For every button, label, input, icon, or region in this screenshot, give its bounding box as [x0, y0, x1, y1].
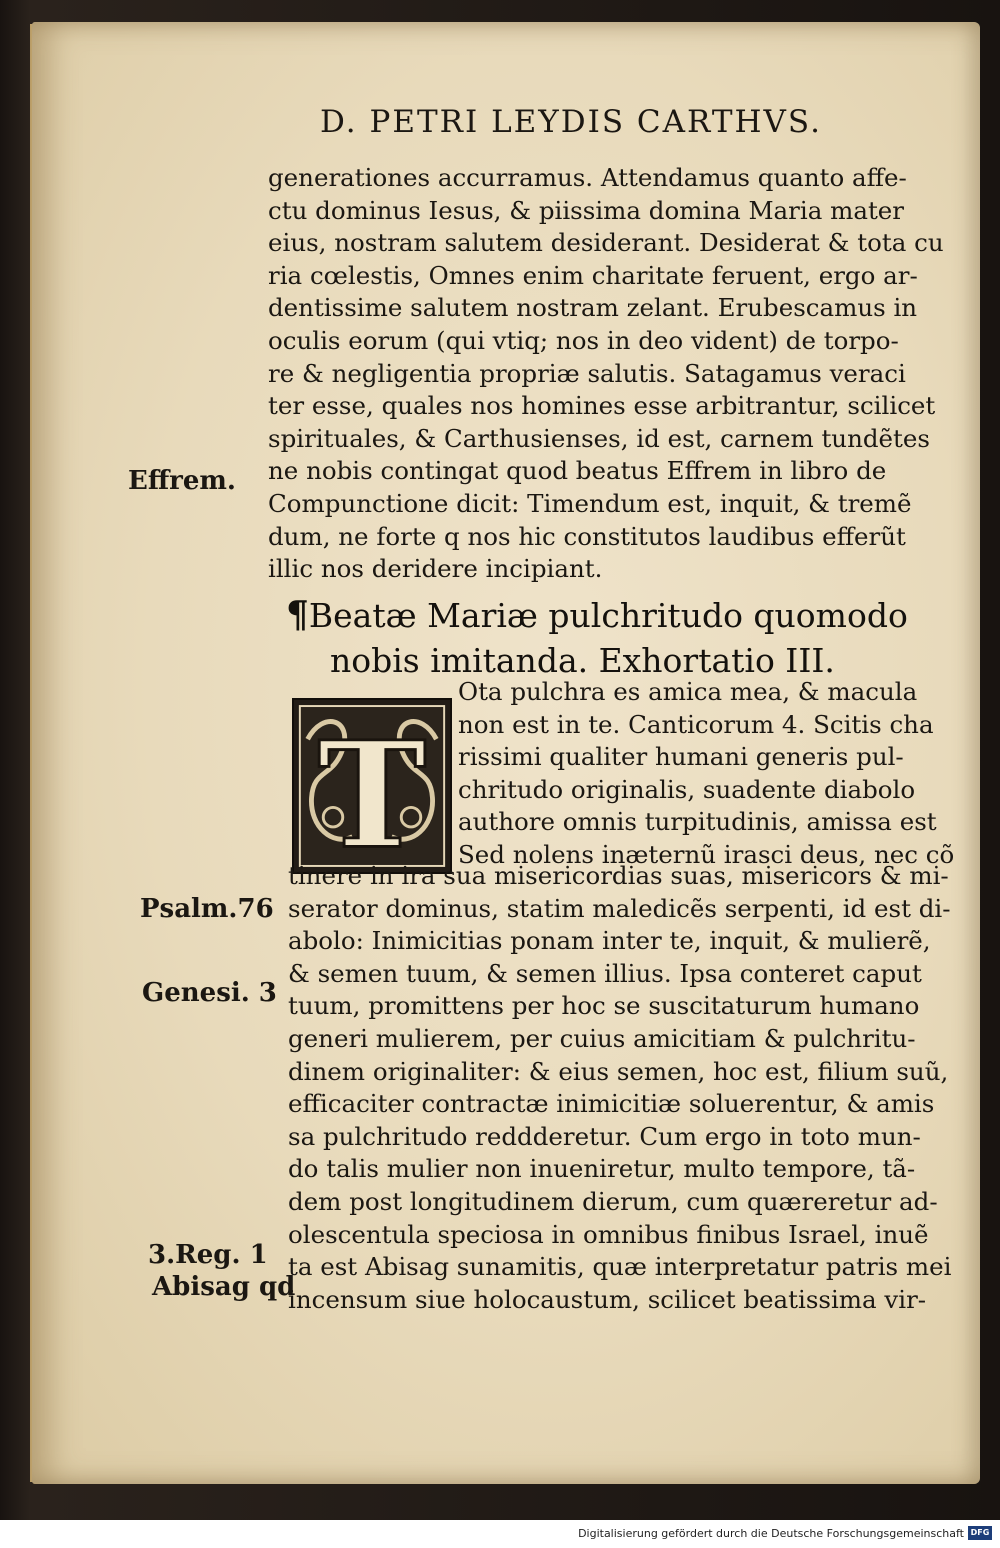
text-line: sa pulchritudo reddderetur. Cum ergo in toto mun- — [288, 1121, 921, 1151]
text-block-2 — [458, 676, 968, 872]
text-line: eius, nostram salutem desiderant. Desiderat & tota cu — [268, 228, 944, 258]
text-line: dem post longitudinem dierum, cum quæreretur ad- — [288, 1186, 938, 1216]
text-line: ta est Abisag sunamitis, quæ interpretatur patris mei — [288, 1252, 952, 1282]
text-line: rissimi qualiter humani generis pul- — [458, 742, 904, 772]
heading-line-1 — [286, 592, 966, 638]
text-line: dentissime salutem nostram zelant. Erubescamus in — [268, 293, 918, 323]
ornament-dolphins-icon — [294, 700, 450, 872]
text-line: oculis eorum (qui vtiq; nos in deo vident) de torpo- — [268, 325, 899, 355]
margin-note-genesis: Genesi. 3 — [142, 978, 277, 1008]
text-line: re & negligentia propriæ salutis. Satagamus veraci — [268, 358, 906, 388]
text-block-3 — [288, 860, 978, 1316]
margin-note-reg: 3.Reg. 1 — [148, 1240, 268, 1270]
initial-letter-glyph: T — [317, 710, 427, 872]
heading-text-1: Beatæ Mariæ pulchritudo quomodo — [308, 596, 908, 635]
text-line: dinem originaliter: & eius semen, hoc est, filium suũ, — [288, 1056, 949, 1086]
text-line: serator dominus, statim maledicẽs serpenti, id est di- — [288, 893, 951, 923]
text-line: & semen tuum, & semen illius. Ipsa conteret caput — [288, 958, 922, 988]
text-line: generi mulierem, per cuius amicitiam & pulchritu- — [288, 1023, 916, 1053]
text-line: incensum siue holocaustum, scilicet beatissima vir- — [288, 1284, 927, 1314]
running-head: D. PETRI LEYDIS CARTHVS. — [320, 104, 822, 140]
margin-note-psalm: Psalm.76 — [140, 894, 274, 924]
text-line: chritudo originalis, suadente diabolo — [458, 774, 916, 804]
text-block-1 — [268, 162, 958, 586]
text-line: ctu dominus Iesus, & piissima domina Maria mater — [268, 195, 904, 225]
text-line: tuum, promittens per hoc se suscitaturum humano — [288, 991, 920, 1021]
text-line: authore omnis turpitudinis, amissa est — [458, 807, 937, 837]
pilcrow-mark: ¶ — [286, 594, 309, 636]
text-line: ria cœlestis, Omnes enim charitate feruent, ergo ar- — [268, 260, 918, 290]
decorated-initial-letter — [292, 698, 452, 874]
text-line: Ota pulchra es amica mea, & macula — [458, 677, 918, 706]
text-line: do talis mulier non inueniretur, multo tempore, tã- — [288, 1154, 916, 1184]
margin-note-effrem: Effrem. — [128, 466, 236, 496]
text-line: Compunctione dicit: Timendum est, inquit, & tremẽ — [268, 488, 912, 518]
text-line: dum, ne forte q nos hic constitutos laudibus efferũt — [268, 521, 906, 551]
text-line: spirituales, & Carthusienses, id est, carnem tundẽtes — [268, 423, 930, 453]
text-line: illic nos deridere incipiant. — [268, 554, 603, 584]
text-line: generationes accurramus. Attendamus quanto affe- — [268, 163, 907, 192]
dfg-logo-icon: DFG — [968, 1526, 992, 1540]
heading-line-2: nobis imitanda. Exhortatio III. — [330, 641, 835, 680]
margin-note-abisag: Abisag qd — [152, 1272, 296, 1302]
section-heading — [286, 592, 966, 684]
text-line: tinere in ira sua misericordias suas, misericors & mi- — [288, 861, 949, 890]
text-line: ne nobis contingat quod beatus Effrem in libro de — [268, 456, 887, 486]
text-line: ter esse, quales nos homines esse arbitrantur, scilicet — [268, 391, 936, 421]
text-line: efficaciter contractæ inimicitiæ soluerentur, & amis — [288, 1089, 935, 1119]
text-line: Sed nolens inæternũ irasci deus, nec cõ — [458, 839, 955, 869]
text-line: abolo: Inimicitias ponam inter te, inquit, & mulierẽ, — [288, 926, 931, 956]
text-line: non est in te. Canticorum 4. Scitis cha — [458, 709, 934, 739]
funding-credit: Digitalisierung gefördert durch die Deutsche Forschungsgemeinschaft — [578, 1527, 964, 1540]
text-line: olescentula speciosa in omnibus finibus Israel, inuẽ — [288, 1219, 929, 1249]
